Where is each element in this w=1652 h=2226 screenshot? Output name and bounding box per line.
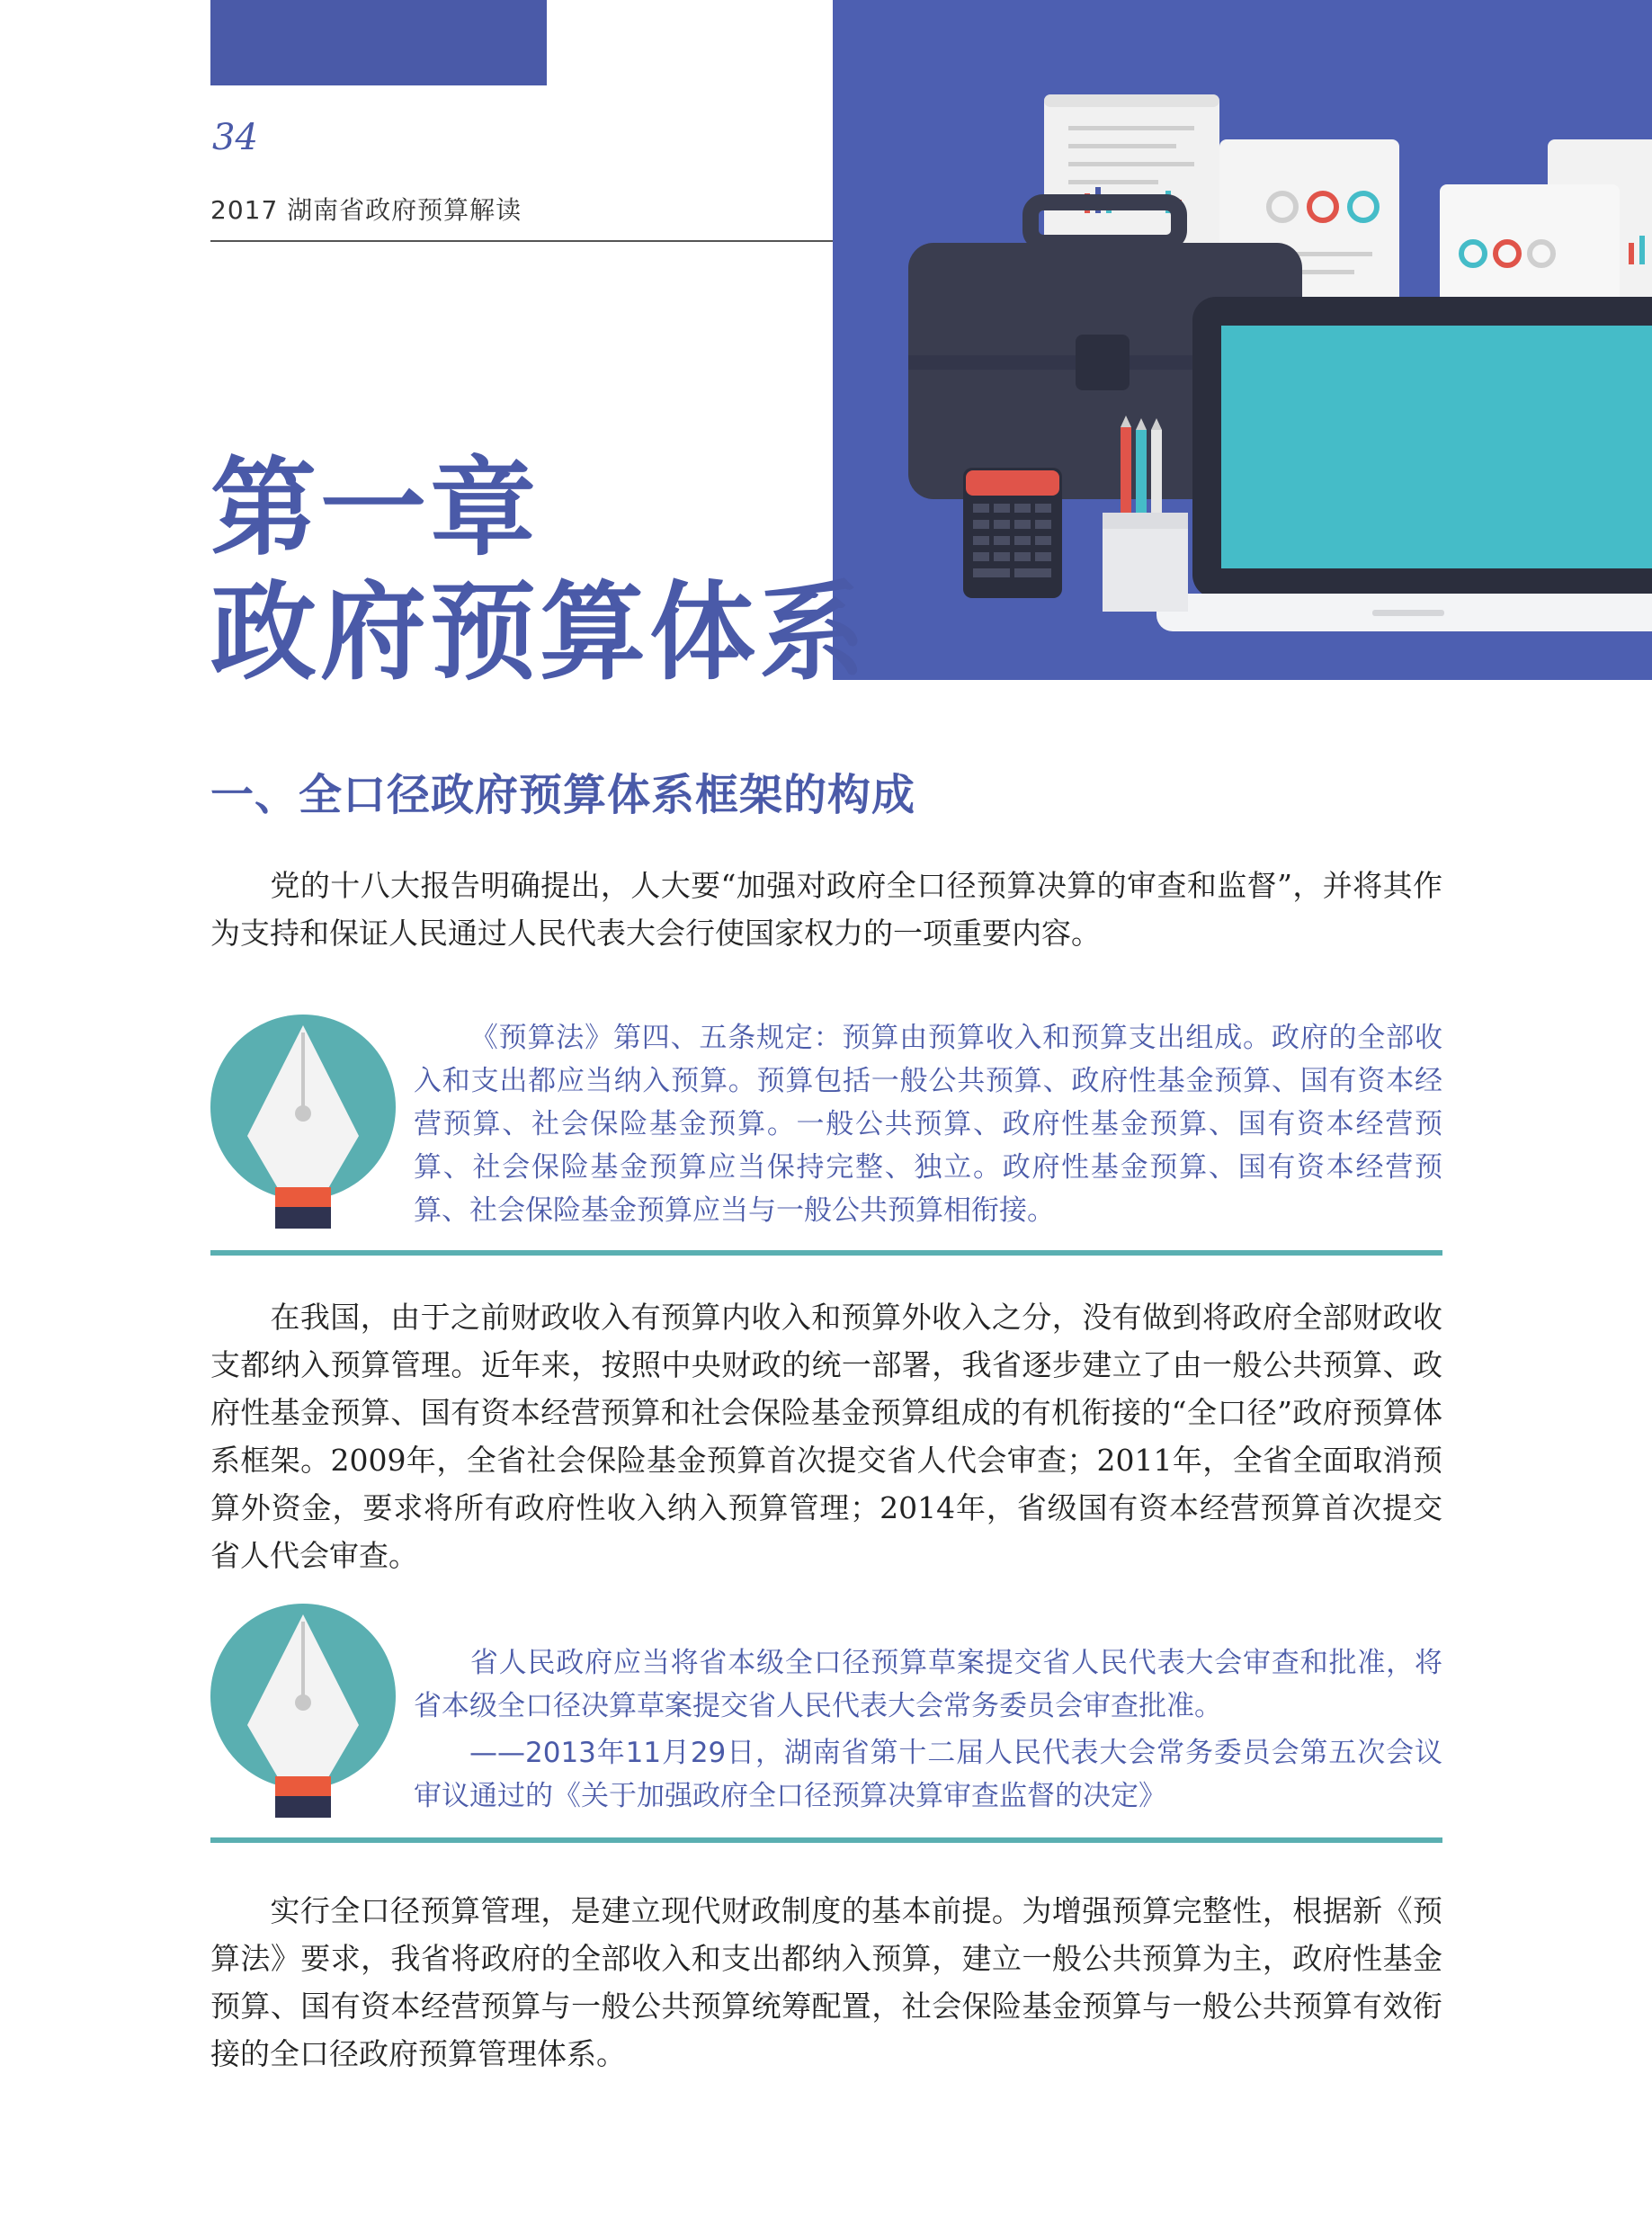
chapter-name: 政府预算体系 (210, 569, 870, 694)
callout-text: 《预算法》第四、五条规定：预算由预算收入和预算支出组成。政府的全部收入和支出都应当纳入预算。预算包括一般公共预算、政府性基金预算、国有资本经营预算、社会保险基金预算。一般公共预算、政府性基金预算、国有资本经营预算、社会保险基金预算应当保持完整、独立。政府性基金预算、国有资本经营预算、社会保险基金预算应当与一般公共预算相衔接。 (414, 1022, 1442, 1227)
callout-source-text: ——2013年11月29日，湖南省第十二届人民代表大会常务委员会第五次会议审议通过的《关于加强政府全口径预算决算审查监督的决定》 (414, 1737, 1442, 1812)
paragraph-text: 党的十八大报告明确提出，人大要“加强对政府全口径预算决算的审查和监督”，并将其作为支持和保证人民通过人民代表大会行使国家权力的一项重要内容。 (210, 868, 1442, 951)
calculator-icon (963, 468, 1062, 598)
callout-divider (210, 1837, 1442, 1843)
body-paragraph (210, 1887, 1442, 2078)
pen-nib-icon (210, 1604, 396, 1819)
callout-divider (210, 1250, 1442, 1256)
chapter-title (210, 446, 869, 694)
header-divider (210, 240, 833, 242)
header-color-bar (210, 0, 547, 85)
callout-quote-body (414, 1641, 1442, 1728)
laptop-icon (1156, 297, 1652, 631)
office-illustration (833, 0, 1652, 680)
callout-quote (414, 1016, 1442, 1232)
hero-illustration (833, 0, 1652, 680)
callout-source (414, 1731, 1442, 1818)
callout-quote (414, 1641, 1442, 1818)
body-paragraph (210, 862, 1442, 957)
chapter-number: 第一章 (210, 445, 540, 570)
running-header: 2017 湖南省政府预算解读 (210, 195, 522, 225)
paragraph-text: 实行全口径预算管理，是建立现代财政制度的基本前提。为增强预算完整性，根据新《预算法》要求，我省将政府的全部收入和支出都纳入预算，建立一般公共预算为主，政府性基金预算、国有资本经营预算与一般公共预算统筹配置，社会保险基金预算与一般公共预算有效衔接的全口径政府预算管理体系。 (210, 1893, 1442, 2071)
body-paragraph (210, 1293, 1442, 1579)
callout-text: 省人民政府应当将省本级全口径预算草案提交省人民代表大会审查和批准，将省本级全口径决算草案提交省人民代表大会常务委员会审查批准。 (414, 1647, 1442, 1722)
paragraph-text: 在我国，由于之前财政收入有预算内收入和预算外收入之分，没有做到将政府全部财政收支都纳入预算管理。近年来，按照中央财政的统一部署，我省逐步建立了由一般公共预算、政府性基金预算、国有资本经营预算和社会保险基金预算组成的有机衔接的“全口径”政府预算体系框架。2009年，全省社会保险基金预算首次提交省人代会审查；2011年，全省全面取消预算外资金，要求将所有政府性收入纳入预算管理；2014年，省级国有资本经营预算首次提交省人代会审查。 (210, 1300, 1442, 1573)
page-number: 34 (212, 117, 258, 158)
pen-nib-icon (210, 1015, 396, 1230)
section-heading: 一、全口径政府预算体系框架的构成 (210, 770, 916, 820)
